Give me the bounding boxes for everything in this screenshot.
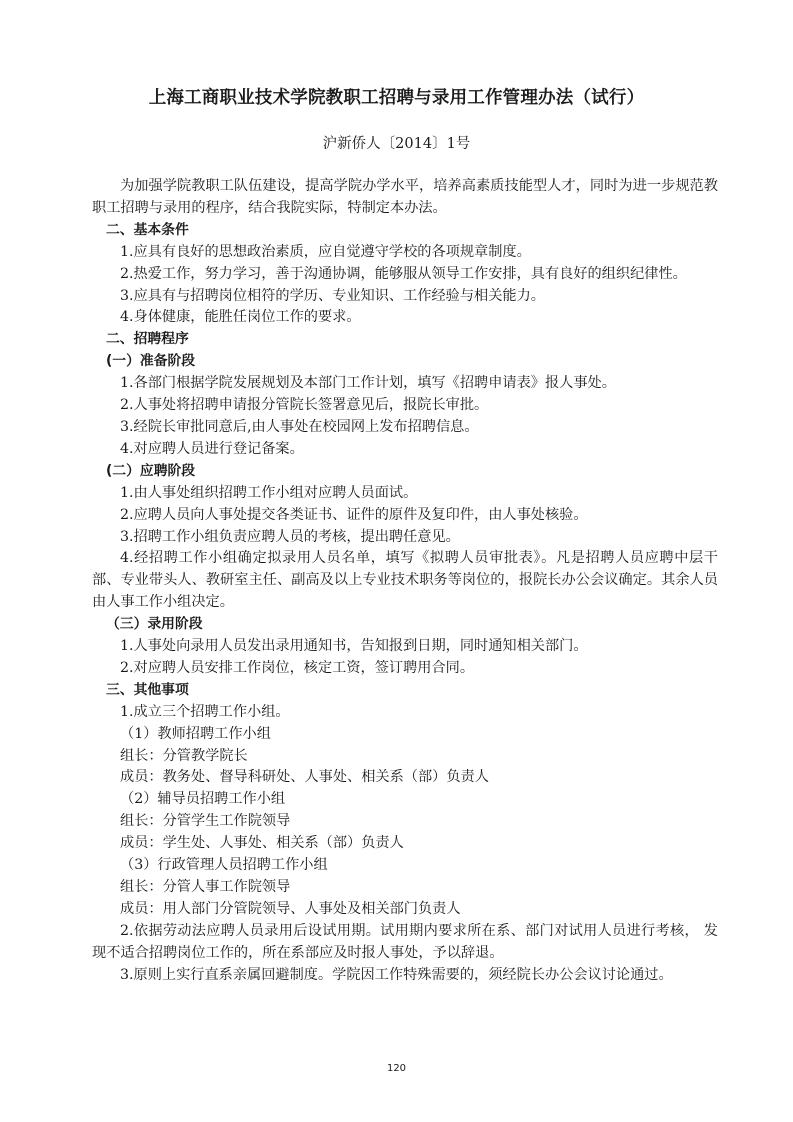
paragraph: 2.热爱工作，努力学习，善于沟通协调，能够服从领导工作安排，具有良好的组织纪律性。 — [120, 265, 687, 282]
subsection-heading-application: (二）应聘阶段 — [106, 462, 196, 479]
paragraph: 1.应具有良好的思想政治素质，应自觉遵守学校的各项规章制度。 — [120, 243, 531, 260]
paragraph: 成员：用人部门分管院领导、人事处及相关部门负责人 — [120, 900, 461, 917]
paragraph: 1.人事处向录用人员发出录用通知书，告知报到日期，同时通知相关部门。 — [120, 638, 588, 655]
paragraph: 3.原则上实行直系亲属回避制度。学院因工作特殊需要的，须经院长办公会议讨论通过。 — [120, 966, 673, 983]
paragraph: 2.依据劳动法应聘人员录用后设试用期。试用期内要求所在系、部门对试用人员进行考核， 发现不适合招聘岗位工作的，所在系部应及时报人事处，予以辞退。 — [92, 922, 718, 961]
paragraph: 2.应聘人员向人事处提交各类证书、证件的原件及复印件，由人事处核验。 — [120, 506, 588, 523]
paragraph: 组长：分管人事工作院领导 — [120, 879, 291, 895]
subsection-heading-employment: （三）录用阶段 — [106, 616, 203, 633]
document-body — [92, 176, 718, 987]
paragraph: （1）教师招聘工作小组 — [120, 725, 271, 742]
subsection-heading-preparation: (一）准备阶段 — [106, 353, 196, 370]
paragraph: （3）行政管理人员招聘工作小组 — [120, 857, 328, 874]
document-number: 沪新侨人〔2014〕1号 — [322, 136, 471, 152]
section-heading-recruitment-process: 二、招聘程序 — [106, 331, 189, 348]
paragraph: 1.成立三个招聘工作小组。 — [120, 703, 290, 720]
section-heading-basic-conditions: 二、基本条件 — [106, 221, 189, 238]
intro-paragraph: 为加强学院教职工队伍建设，提高学院办学水平，培养高素质技能型人才，同时为进一步规范教职工招聘与录用的程序，结合我院实际，特制定本办法。 — [92, 178, 718, 216]
paragraph: 组长：分管学生工作院领导 — [120, 813, 291, 830]
paragraph: （2）辅导员招聘工作小组 — [120, 791, 286, 808]
page-number: 120 — [386, 1063, 407, 1074]
paragraph: 3.招聘工作小组负责应聘人员的考核，提出聘任意见。 — [120, 528, 460, 545]
paragraph: 3.经院长审批同意后,由人事处在校园网上发布招聘信息。 — [120, 418, 479, 435]
paragraph: 成员：教务处、督导科研处、人事处、相关系（部）负责人 — [120, 769, 489, 786]
paragraph: 3.应具有与招聘岗位相符的学历、专业知识、工作经验与相关能力。 — [120, 287, 545, 304]
paragraph: 1.各部门根据学院发展规划及本部门工作计划，填写《招聘申请表》报人事处。 — [120, 375, 616, 392]
paragraph: 成员：学生处、人事处、相关系（部）负责人 — [120, 835, 404, 852]
paragraph: 组长：分管教学院长 — [120, 747, 248, 764]
paragraph: 4.身体健康，能胜任岗位工作的要求。 — [120, 309, 361, 326]
section-heading-other-matters: 三、其他事项 — [106, 681, 189, 698]
paragraph: 1.由人事处组织招聘工作小组对应聘人员面试。 — [120, 484, 418, 501]
paragraph: 4.对应聘人员进行登记备案。 — [120, 440, 304, 457]
paragraph: 2.对应聘人员安排工作岗位，核定工资，签订聘用合同。 — [120, 659, 475, 676]
document-title: 上海工商职业技术学院教职工招聘与录用工作管理办法（试行） — [148, 88, 645, 108]
paragraph: 2.人事处将招聘申请报分管院长签署意见后，报院长审批。 — [120, 397, 489, 414]
paragraph: 4.经招聘工作小组确定拟录用人员名单，填写《拟聘人员审批表》。凡是招聘人员应聘中层干部、专业带头人、教研室主任、副高及以上专业技术职务等岗位的，报院长办公会议确定。其余人员由人事工作小组决定。 — [92, 550, 718, 611]
